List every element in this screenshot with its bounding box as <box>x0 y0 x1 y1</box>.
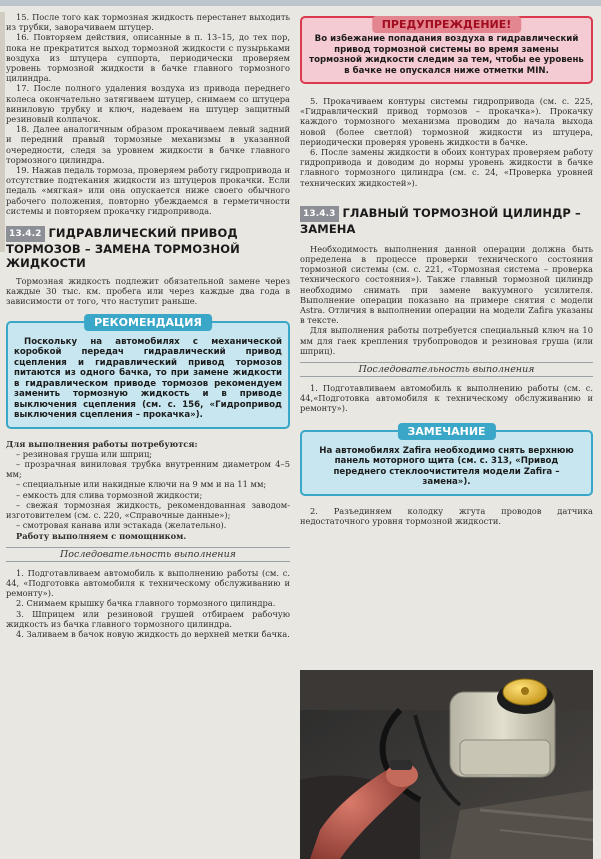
step-item: 4. Заливаем в бачок новую жидкость до верхней метки бачка. <box>16 628 290 639</box>
section-intro-text: Тормозная жидкость подлежит обязательной замене через каждые 30 тыс. км. пробега или через каждые два года в зависимости от того, что наступит раньше. <box>6 276 290 307</box>
paragraph-19: 19. Нажав педаль тормоза, проверяем работу гидропривода и отсутствие подтекания жидкости из штуцеров прокачки. Если педаль «мягкая» или она опускается ниже своего обычного рабочего положения, повторно убеждаемся в герметичности системы и повторяем прокачку гидропривода. <box>6 165 290 216</box>
needs-title: Для выполнения работы потребуются: <box>6 438 198 449</box>
order-heading: Последовательность выполнения <box>6 547 290 562</box>
warning-label: ПРЕДУПРЕЖДЕНИЕ! <box>372 16 522 33</box>
step-item: 5. Прокачиваем контуры системы гидропривода (см. с. 225, «Гидравлический привод тормозов – прокачка»). Прокачку каждого тормозного механизма проводим до начала выхода новой (более светлой) тормозной жидкости из штуцера, периодически проверяя уровень жидкости в бачке. <box>300 96 593 147</box>
section-number: 13.4.2 <box>6 226 45 242</box>
need-item: – смотровая канава или эстакада (желательно). <box>16 520 227 531</box>
right-column <box>300 12 593 526</box>
need-item: – прозрачная виниловая трубка внутренним диаметром 4–5 мм; <box>6 459 290 480</box>
left-margin-strip <box>0 12 5 252</box>
order-heading: Последовательность выполнения <box>300 362 593 377</box>
step-item: 1. Подготавливаем автомобиль к выполнению работы (см. с. 44,«Подготовка автомобиля к техническому обслуживанию и ремонту»). <box>300 383 593 414</box>
step-item: 1. Подготавливаем автомобиль к выполнению работы (см. с. 44, «Подготовка автомобиля к техническому обслуживанию и ремонту»). <box>6 567 290 599</box>
paragraph-16: 16. Повторяем действия, описанные в п. 13–15, до тех пор, пока не прекратится выход тормозной жидкости с пузырьками воздуха из штуцера суппорта, периодически проверяем уровень тормозной жидкости в бачке главного тормозного цилиндра. <box>6 32 290 84</box>
section-number: 13.4.3 <box>300 206 339 222</box>
needs-text: Для выполнения работы потребуется специальный ключ на 10 мм для гаек крепления трубопроводов и резиновая груша (или шприц). <box>300 325 593 356</box>
recommendation-text: Поскольку на автомобилях с механической коробкой передач гидравлический привод сцепления и гидравлический привод тормозов питаются из одного бачка, то при замене жидкости в гидравлическом приводе тормозов рекомендуем заменить тормозную жидкость и в приводе выключения сцепления (см. с. 156, «Гидропривод выключения сцепления – прокачка»). <box>14 336 282 421</box>
step-item: 6. После замены жидкости в обоих контурах проверяем работу гидропривода и доводим до нормы уровень жидкости в бачке главного тормозного цилиндра (см. с. 24, «Проверка уровней технических жидкостей»). <box>300 147 593 188</box>
engine-bay-photo <box>300 670 593 859</box>
section-heading-13-4-2 <box>6 226 290 270</box>
recommendation-label: РЕКОМЕНДАЦИЯ <box>84 314 212 331</box>
section-intro-text: Необходимость выполнения данной операции должна быть определена в процессе проверки технического состояния тормозной системы (см. с. 221, «Тормозная система – проверка технического состояния»). Также главный тормозной цилиндр необходимо снимать при замене вакуумного усилителя. Выполнение операции показано на примере снятия с модели Astra. Отличия в выполнении операции на модели Zafira указаны в тексте. <box>300 243 593 326</box>
note-text: На автомобилях Zafira необходимо снять верхнюю панель моторного щита (см. с. 313, «Привод переднего стеклоочистителя модели Zafira – замена»). <box>319 445 574 488</box>
need-item: – свежая тормозная жидкость, рекомендованная заводом-изготовителем (см. с. 220, «Справочные данные»); <box>6 499 290 521</box>
note-label: ЗАМЕЧАНИЕ <box>397 423 495 440</box>
paragraph-15: 15. После того как тормозная жидкость перестанет выходить из трубки, заворачиваем штуцер. <box>6 12 290 33</box>
step-item: 2. Снимаем крышку бачка главного тормозного цилиндра. <box>16 598 276 609</box>
need-item: – специальные или накидные ключи на 9 мм и на 11 мм; <box>16 479 267 490</box>
section-heading-13-4-3 <box>300 206 593 236</box>
step-item: 2. Разъединяем колодку жгута проводов датчика недостаточного уровня тормозной жидкости. <box>300 505 593 526</box>
left-column <box>6 12 290 639</box>
need-item: – резиновая груша или шприц; <box>16 448 153 459</box>
warning-text: Во избежание попадания воздуха в гидравлический привод тормозной системы во время замены тормозной жидкости следим за тем, чтобы ее уровень в бачке не опускался ниже отметки MIN. <box>309 34 584 76</box>
engine-photo-illustration <box>300 670 593 859</box>
need-item: – емкость для слива тормозной жидкости; <box>16 489 203 500</box>
paragraph-17: 17. После полного удаления воздуха из привода переднего колеса окончательно затягиваем штуцер, снимаем со штуцера виниловую трубку и ключ, надеваем на штуцер защитный резиновый колпачок. <box>6 83 290 125</box>
step-item: 3. Шприцем или резиновой грушей отбираем рабочую жидкость из бачка главного тормозного цилиндра. <box>6 608 290 629</box>
top-color-bar <box>0 0 601 6</box>
recommendation-box <box>6 315 290 429</box>
paragraph-18: 18. Далее аналогичным образом прокачиваем левый задний и передний правый тормозные механизмы в указанной очередности, следя за уровнем жидкости в бачке главного тормозного цилиндра. <box>6 124 290 165</box>
note-box <box>300 424 593 496</box>
warning-box <box>300 16 593 84</box>
helper-note: Работу выполняем с помощником. <box>16 530 187 541</box>
section-title: ГЛАВНЫЙ ТОРМОЗНОЙ ЦИЛИНДР – ЗАМЕНА <box>300 205 581 236</box>
section-title: ГИДРАВЛИЧЕСКИЙ ПРИВОД ТОРМОЗОВ – ЗАМЕНА ТОРМОЗНОЙ ЖИДКОСТИ <box>6 226 240 271</box>
